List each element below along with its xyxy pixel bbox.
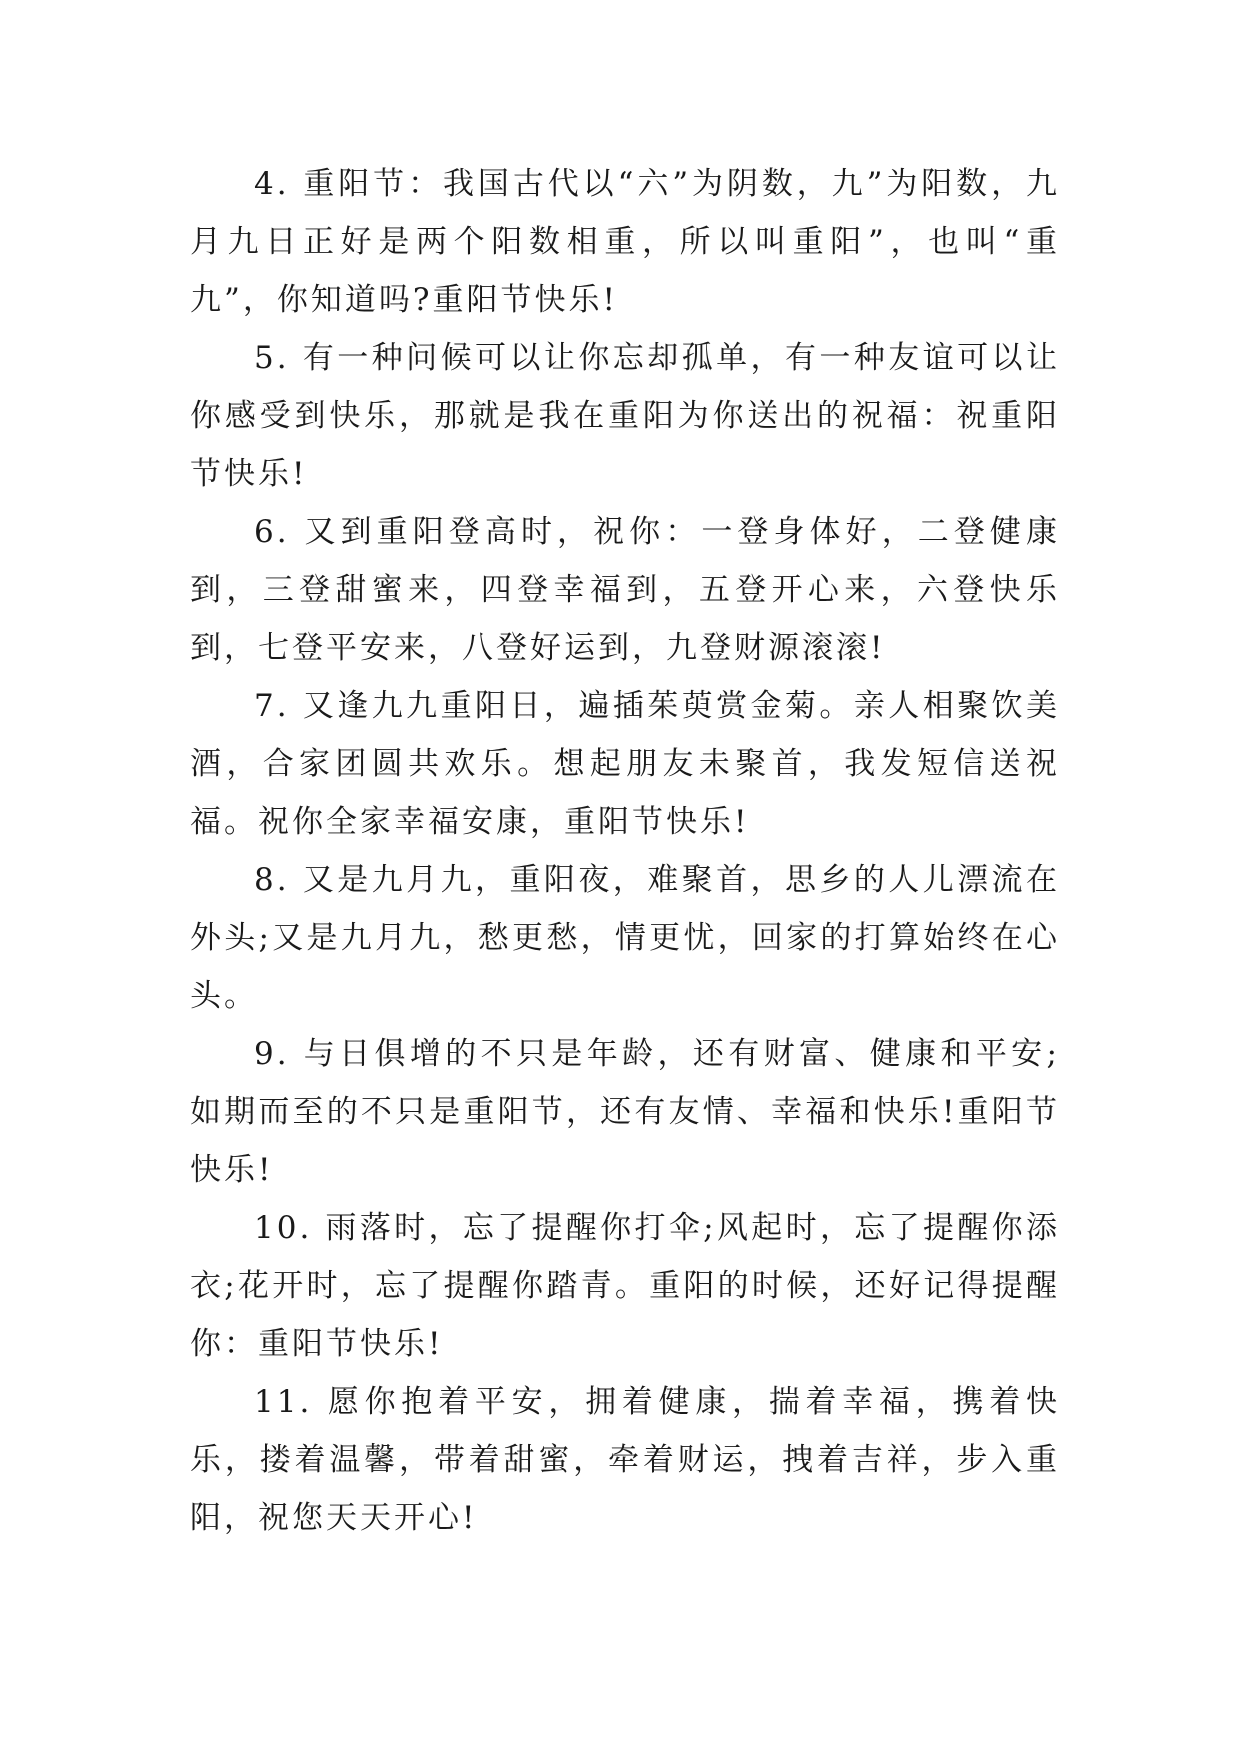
paragraph-7: 7. 又逢九九重阳日，遍插茱萸赏金菊。亲人相聚饮美酒，合家团圆共欢乐。想起朋友未聚首，我发短信送祝福。祝你全家幸福安康，重阳节快乐! [190,688,1060,840]
paragraph-11: 11. 愿你抱着平安，拥着健康，揣着幸福，携着快乐，搂着温馨，带着甜蜜，牵着财运，拽着吉祥，步入重阳，祝您天天开心! [190,1384,1060,1536]
paragraph-9: 9. 与日俱增的不只是年龄，还有财富、健康和平安;如期而至的不只是重阳节，还有友情、幸福和快乐!重阳节快乐! [190,1036,1060,1188]
paragraph-6: 6. 又到重阳登高时，祝你：一登身体好，二登健康到，三登甜蜜来，四登幸福到，五登开心来，六登快乐到，七登平安来，八登好运到，九登财源滚滚! [190,514,1060,666]
paragraph-5: 5. 有一种问候可以让你忘却孤单，有一种友谊可以让你感受到快乐，那就是我在重阳为你送出的祝福：祝重阳节快乐! [190,340,1060,492]
document-body [190,155,1060,1547]
paragraph-10: 10. 雨落时，忘了提醒你打伞;风起时，忘了提醒你添衣;花开时，忘了提醒你踏青。重阳的时候，还好记得提醒你：重阳节快乐! [190,1210,1060,1362]
paragraph-4: 4. 重阳节：我国古代以“六”为阴数，九”为阳数，九月九日正好是两个阳数相重，所以叫重阳”，也叫“重九”，你知道吗?重阳节快乐! [190,166,1060,318]
paragraph-8: 8. 又是九月九，重阳夜，难聚首，思乡的人儿漂流在外头;又是九月九，愁更愁，情更忧，回家的打算始终在心头。 [190,862,1060,1014]
